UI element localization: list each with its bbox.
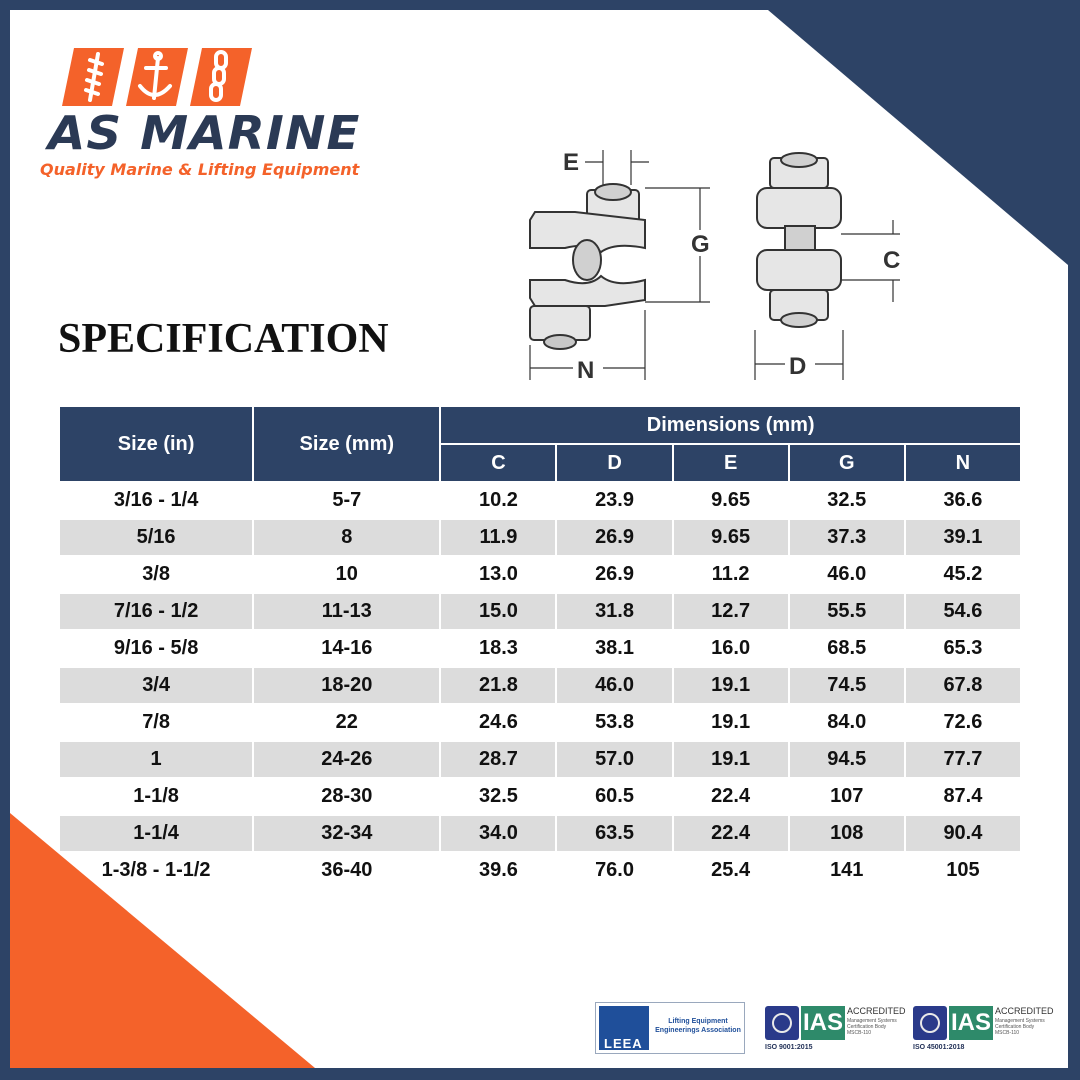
ias-iso-45001-logo bbox=[913, 1002, 1053, 1054]
ias-accredited: ACCREDITED bbox=[847, 1006, 906, 1016]
table-cell: 76.0 bbox=[595, 859, 634, 881]
table-cell: 25.4 bbox=[711, 859, 751, 881]
table-cell: 32.5 bbox=[478, 785, 518, 807]
table-cell: 7/8 bbox=[142, 711, 170, 733]
dim-label-g: G bbox=[691, 231, 710, 258]
iso-45001-label: ISO 45001:2018 bbox=[913, 1044, 965, 1051]
iso-9001-label: ISO 9001:2015 bbox=[765, 1044, 813, 1051]
table-cell: 19.1 bbox=[674, 742, 788, 777]
table-row bbox=[60, 520, 1020, 555]
table-cell: 5/16 bbox=[60, 520, 252, 555]
table-row bbox=[60, 631, 1020, 666]
table-cell: 63.5 bbox=[557, 816, 671, 851]
table-cell: 32.5 bbox=[827, 489, 867, 511]
table-cell: 3/16 - 1/4 bbox=[113, 489, 199, 511]
ias-word: IAS bbox=[949, 1006, 993, 1040]
table-row bbox=[60, 557, 1020, 592]
leea-mark-icon bbox=[599, 1006, 649, 1050]
spec-card bbox=[10, 10, 1068, 1068]
table-cell: 107 bbox=[830, 785, 864, 807]
spec-table-wrapper bbox=[60, 405, 1020, 890]
page-title: SPECIFICATION bbox=[58, 316, 389, 362]
table-row bbox=[60, 668, 1020, 703]
table-cell: 28-30 bbox=[321, 785, 373, 807]
table-cell: 32-34 bbox=[254, 816, 439, 851]
table-cell: 18.3 bbox=[478, 637, 518, 659]
table-cell: 11-13 bbox=[254, 594, 439, 629]
header-dim-d: D bbox=[557, 445, 671, 481]
table-cell: 24.6 bbox=[478, 711, 518, 733]
brand-logo bbox=[40, 48, 490, 188]
table-cell: 34.0 bbox=[441, 816, 555, 851]
table-cell: 22.4 bbox=[674, 816, 788, 851]
table-cell: 53.8 bbox=[595, 711, 634, 733]
table-cell: 9.65 bbox=[711, 489, 751, 511]
table-cell: 22.4 bbox=[711, 785, 751, 807]
spec-table-body bbox=[60, 483, 1020, 888]
table-cell: 38.1 bbox=[595, 637, 634, 659]
table-cell: 1-1/8 bbox=[133, 785, 179, 807]
table-cell: 14-16 bbox=[321, 637, 373, 659]
table-cell: 36-40 bbox=[321, 859, 373, 881]
table-cell: 28.7 bbox=[441, 742, 555, 777]
header-dim-g: G bbox=[790, 445, 904, 481]
table-cell: 39.1 bbox=[906, 520, 1020, 555]
brand-tagline: Quality Marine & Lifting Equipment bbox=[40, 160, 360, 179]
spec-table bbox=[58, 405, 1022, 890]
table-cell: 10 bbox=[335, 563, 358, 585]
table-cell: 77.7 bbox=[906, 742, 1020, 777]
ias-seal-icon bbox=[765, 1006, 799, 1040]
table-cell: 37.3 bbox=[790, 520, 904, 555]
table-cell: 45.2 bbox=[943, 563, 983, 585]
leea-mark-text: LEEA bbox=[604, 1036, 643, 1051]
table-cell: 141 bbox=[830, 859, 864, 881]
table-cell: 19.1 bbox=[674, 668, 788, 703]
table-cell: 87.4 bbox=[943, 785, 983, 807]
table-cell: 46.0 bbox=[827, 563, 867, 585]
table-cell: 67.8 bbox=[906, 668, 1020, 703]
table-cell: 22 bbox=[335, 711, 358, 733]
ias-iso-9001-logo bbox=[765, 1002, 905, 1054]
table-cell: 1 bbox=[60, 742, 252, 777]
table-cell: 55.5 bbox=[790, 594, 904, 629]
table-row bbox=[60, 853, 1020, 888]
table-cell: 9/16 - 5/8 bbox=[113, 637, 199, 659]
header-dim-c: C bbox=[441, 445, 555, 481]
table-cell: 12.7 bbox=[674, 594, 788, 629]
table-row bbox=[60, 816, 1020, 851]
table-cell: 105 bbox=[946, 859, 980, 881]
table-cell: 11.9 bbox=[441, 520, 555, 555]
table-cell: 84.0 bbox=[827, 711, 867, 733]
table-cell: 65.3 bbox=[943, 637, 983, 659]
table-cell: 94.5 bbox=[790, 742, 904, 777]
table-cell: 18-20 bbox=[254, 668, 439, 703]
table-cell: 60.5 bbox=[595, 785, 634, 807]
header-size-mm: Size (mm) bbox=[254, 407, 439, 481]
table-cell: 90.4 bbox=[906, 816, 1020, 851]
ias-seal-icon bbox=[913, 1006, 947, 1040]
table-cell: 57.0 bbox=[557, 742, 671, 777]
table-cell: 10.2 bbox=[478, 489, 518, 511]
table-cell: 11.2 bbox=[711, 563, 750, 585]
table-row bbox=[60, 594, 1020, 629]
table-cell: 72.6 bbox=[943, 711, 983, 733]
table-cell: 31.8 bbox=[557, 594, 671, 629]
table-cell: 15.0 bbox=[441, 594, 555, 629]
ias-word: IAS bbox=[801, 1006, 845, 1040]
ias-accredited: ACCREDITED bbox=[995, 1006, 1054, 1016]
table-cell: 1-3/8 - 1-1/2 bbox=[101, 859, 211, 881]
table-cell: 8 bbox=[254, 520, 439, 555]
leea-logo bbox=[595, 1002, 745, 1054]
header-dim-n: N bbox=[906, 445, 1020, 481]
table-cell: 108 bbox=[790, 816, 904, 851]
table-row bbox=[60, 742, 1020, 777]
table-cell: 1-1/4 bbox=[60, 816, 252, 851]
ias-subtext: Management Systems Certification Body MSCB-110 bbox=[847, 1018, 897, 1036]
table-cell: 9.65 bbox=[674, 520, 788, 555]
dim-label-n: N bbox=[577, 357, 595, 384]
header-size-in: Size (in) bbox=[60, 407, 252, 481]
table-cell: 54.6 bbox=[906, 594, 1020, 629]
table-cell: 46.0 bbox=[557, 668, 671, 703]
table-cell: 26.9 bbox=[557, 520, 671, 555]
table-cell: 16.0 bbox=[711, 637, 751, 659]
certification-logos bbox=[595, 1000, 1055, 1060]
table-cell: 23.9 bbox=[595, 489, 634, 511]
table-cell: 24-26 bbox=[254, 742, 439, 777]
table-cell: 39.6 bbox=[478, 859, 518, 881]
table-cell: 13.0 bbox=[478, 563, 518, 585]
table-cell: 7/16 - 1/2 bbox=[60, 594, 252, 629]
table-cell: 68.5 bbox=[827, 637, 867, 659]
table-row bbox=[60, 705, 1020, 740]
table-cell: 3/4 bbox=[60, 668, 252, 703]
table-cell: 21.8 bbox=[441, 668, 555, 703]
dim-label-d: D bbox=[789, 353, 807, 380]
logo-tiles-icon bbox=[60, 48, 270, 106]
table-cell: 3/8 bbox=[142, 563, 170, 585]
table-cell: 74.5 bbox=[790, 668, 904, 703]
wire-rope-grip-diagram bbox=[505, 130, 905, 400]
table-row bbox=[60, 779, 1020, 814]
header-dimensions: Dimensions (mm) bbox=[441, 407, 1020, 443]
dim-label-c: C bbox=[883, 247, 901, 274]
ias-subtext: Management Systems Certification Body MSCB-110 bbox=[995, 1018, 1045, 1036]
header-dim-e: E bbox=[674, 445, 788, 481]
table-cell: 19.1 bbox=[711, 711, 751, 733]
table-row bbox=[60, 483, 1020, 518]
table-cell: 36.6 bbox=[943, 489, 983, 511]
dim-label-e: E bbox=[563, 149, 580, 176]
brand-name: AS MARINE bbox=[48, 106, 361, 160]
table-cell: 5-7 bbox=[332, 489, 362, 511]
leea-text: Lifting Equipment Engineerings Association bbox=[655, 1018, 741, 1034]
table-cell: 26.9 bbox=[595, 563, 634, 585]
